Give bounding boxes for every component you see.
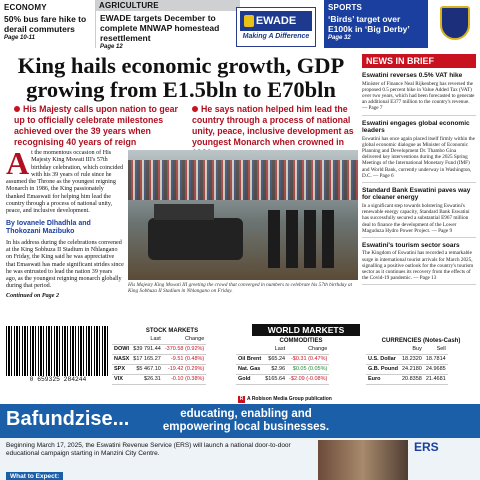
continued-link[interactable]: Continued on Page 2: [6, 292, 59, 299]
commodity: Gold: [236, 374, 263, 384]
brief-headline: Standard Bank Eswatini paves way for cleaner energy: [362, 186, 471, 202]
drop-cap: A: [6, 145, 30, 181]
brief-item[interactable]: [362, 242, 476, 286]
table-row: [366, 354, 448, 364]
teaser-strip: [0, 0, 480, 48]
ewade-slogan: Making A Difference: [242, 33, 310, 40]
sell-value: 18.7814: [425, 356, 446, 362]
story-lead: t the momentous occasion of His Majesty King Mswati III's 57th birthday celebration, which coincided with his 39 years of rule since he assumed the Throne as the youngest reigning Monarch in 1986, the King passionately thanked Emaswati for helping him lead the country through a process of national unity, peace, and inclusive development.: [6, 150, 124, 215]
world-markets-title: WORLD MARKETS: [252, 324, 360, 336]
col-header: Last: [131, 334, 163, 344]
publisher-text: A Robison Media Group publication: [247, 396, 332, 402]
change-value: -9.51 (0.48%): [163, 354, 206, 364]
teaser-headline: ‘Birds’ target over E100k in ‘Big Derby’: [328, 14, 410, 34]
deck-text: His Majesty calls upon nation to gear up to officially celebrate milestones achieved over the 39 years when recognising 40 years of reign: [14, 104, 178, 147]
photo-caption: His Majesty King Mswati III greeting the crowd that converged in numbers to celebrate his 57th birthday at King Sobhuza II Stadium in Nhlangano on Friday.: [128, 282, 353, 294]
change-value: -$0.31 (0.47%): [287, 354, 329, 364]
brief-item[interactable]: [362, 187, 476, 238]
club-crest-image: [428, 0, 480, 48]
byline: By Iovanele Dlhadhla and Thokozani Mazibuko: [6, 219, 91, 235]
currency: G.B. Pound: [368, 366, 398, 372]
brief-item[interactable]: [362, 72, 476, 116]
brief-body: In a significant step towards bolstering Eswatini's renewable energy capacity, Standard Bank Eswatini has successfully secured a substantial E967 million deal to finance the development of the Lower Maguduza Hydro Power Project. — Page 9: [362, 202, 470, 234]
lead-photo: [128, 150, 358, 280]
brief-body: Minister of Finance Neal Rijkenberg has reversed the proposed 0.5 percent hike in Value Added Tax (VAT) over two years, which had been forecasted to generate an additional E377 million to the country's revenue. — Page 7: [362, 80, 475, 112]
col-header: Change: [287, 344, 329, 354]
stock-table: [112, 334, 206, 385]
publisher-credit: [238, 396, 332, 403]
buy-value: 20.8358: [401, 376, 422, 382]
change-value: -19.42 (0.29%): [163, 364, 206, 374]
commodities-table: [236, 344, 329, 385]
teaser-headline: EWADE targets December to complete MNWAP homestead resettlement: [100, 13, 220, 43]
currencies: [366, 338, 476, 385]
last-value: $65.24: [263, 354, 287, 364]
last-value: $17 165.27: [133, 356, 161, 362]
change-value: -370.58 (0.92%): [164, 346, 205, 352]
teaser-agriculture[interactable]: [96, 0, 324, 48]
table-row: [236, 374, 329, 384]
brief-item[interactable]: [362, 120, 476, 183]
ticker: VIX: [112, 374, 131, 384]
teaser-page: Page 10-11: [4, 35, 35, 41]
sell-value: 21.4681: [425, 376, 446, 382]
ticker: NASX: [114, 356, 130, 362]
currencies-title: CURRENCIES (Notes-Cash): [381, 338, 461, 344]
teaser-kicker: AGRICULTURE: [96, 0, 240, 11]
col-header: [236, 344, 263, 354]
table-row: [112, 364, 206, 374]
brief-headline: Eswatini reverses 0.5% VAT hike: [362, 72, 463, 79]
teaser-page: Page 32: [328, 35, 351, 41]
brief-headline: Eswatini's tourism sector soars: [362, 241, 460, 249]
main-headline: King hails economic growth, GDP growing from E1.5bln to E70bln: [17, 53, 345, 102]
commodity: Oil Brent: [238, 356, 262, 362]
last-value: $2.96: [263, 364, 287, 374]
bullet-icon: [14, 106, 20, 112]
last-value: $26.31: [131, 374, 163, 384]
ticker: DOWI: [112, 344, 131, 354]
table-row: [112, 374, 206, 384]
teaser-sports[interactable]: [324, 0, 428, 48]
buy-value: 18.2320: [401, 356, 422, 362]
story-body: In his address during the celebrations convened at the King Sobhuza II Stadium in Nhlangano on Friday, the King said he was appreciative that Emaswati has made significant strides since he was entrusted to lead the nation 39 years ago, as the youngest reigning monarch globally during that period.: [6, 239, 124, 290]
publisher-logo-icon: R: [239, 396, 244, 402]
col-header: Last: [263, 344, 287, 354]
barcode-number: 0 659325 284244: [6, 376, 110, 383]
brief-headline: Eswatini engages global economic leaders: [362, 119, 470, 135]
stock-markets: [112, 328, 232, 385]
brief-body: Eswatini has once again placed itself firmly within the global economic dialogue as Minister of Economic Planning and Development Dr. Thambo Gina delivered key interventions during the 2025 Spring Meetings of the International Monetary Fund (IMF) and World Bank, currently underway in Washington, D.C. — Page 6: [362, 135, 475, 179]
commodity: Nat. Gas: [236, 364, 263, 374]
col-header: [366, 344, 400, 354]
stock-markets-title: STOCK MARKETS: [145, 328, 199, 334]
last-value: $165.64: [265, 376, 286, 382]
teaser-page: Page 12: [100, 44, 123, 50]
ad-photo: [318, 440, 408, 480]
teaser-headline: 50% bus fare hike to derail commuters: [4, 14, 87, 34]
buy-value: 24.2180: [401, 366, 422, 372]
table-row: [112, 354, 206, 364]
sell-value: 24.9685: [425, 366, 446, 372]
col-header: Sell: [424, 344, 448, 354]
commodities: [236, 338, 366, 385]
shield-icon: [440, 6, 470, 40]
currencies-table: [366, 344, 448, 385]
col-header: [112, 334, 131, 344]
ad-body: Beginning March 17, 2025, the Eswatini Revenue Service (ERS) will launch a national door-to-door educational campaign starting in Manzini City Centre.: [6, 442, 291, 457]
ceremonial-vehicle: [148, 218, 243, 260]
news-in-brief-title: NEWS IN BRIEF: [362, 54, 476, 68]
col-header: Change: [163, 334, 206, 344]
commodities-title: COMMODITIES: [279, 338, 323, 344]
col-header: Buy: [400, 344, 424, 354]
currency: U.S. Dollar: [366, 354, 400, 364]
ad-cta: What to Expect:: [6, 472, 63, 480]
ewade-logo: [236, 7, 316, 47]
table-row: [366, 364, 448, 374]
teaser-economy[interactable]: [0, 0, 96, 48]
bullet-icon: [192, 106, 198, 112]
table-row: [112, 344, 206, 354]
ers-logo: ERS: [414, 440, 439, 454]
table-row: [236, 354, 329, 364]
brief-body: The Kingdom of Eswatini has recorded a remarkable surge in international tourist arrivals for March 2025, signalling a positive outlook for the country's tourism sector as it continues its recovery from the effects of the Covid-19 pandemic. — Page 13: [362, 250, 474, 282]
last-value: $39 791.44: [133, 346, 161, 352]
dignitaries: [268, 210, 338, 268]
ad-brand: Bafundzise...: [6, 408, 130, 430]
teaser-kicker: ECONOMY: [4, 3, 47, 12]
deck-text: He says nation helped him lead the country through a process of national unity, peace, inclusive development as youngest Monarch when crowned in: [192, 104, 354, 147]
ticker: SPX: [112, 364, 131, 374]
ad-tagline: educating, enabling and empowering local businesses.: [162, 408, 330, 433]
table-row: [366, 374, 448, 384]
change-value: -$2.09 (-0.08%): [289, 376, 328, 382]
change-value: $0.05 (0.05%): [287, 364, 329, 374]
stadium-crowd: [128, 160, 358, 200]
currency: Euro: [366, 374, 400, 384]
change-value: -0.10 (0.38%): [163, 374, 206, 384]
news-in-brief: [362, 54, 476, 285]
barcode: [6, 326, 110, 376]
teaser-kicker: SPORTS: [328, 3, 363, 12]
advertisement[interactable]: [0, 404, 480, 480]
ewade-logo-text: EWADE: [240, 11, 312, 31]
table-row: [236, 364, 329, 374]
deck-1: [14, 104, 184, 148]
story-column: [6, 145, 124, 300]
last-value: $5 467.10: [131, 364, 163, 374]
